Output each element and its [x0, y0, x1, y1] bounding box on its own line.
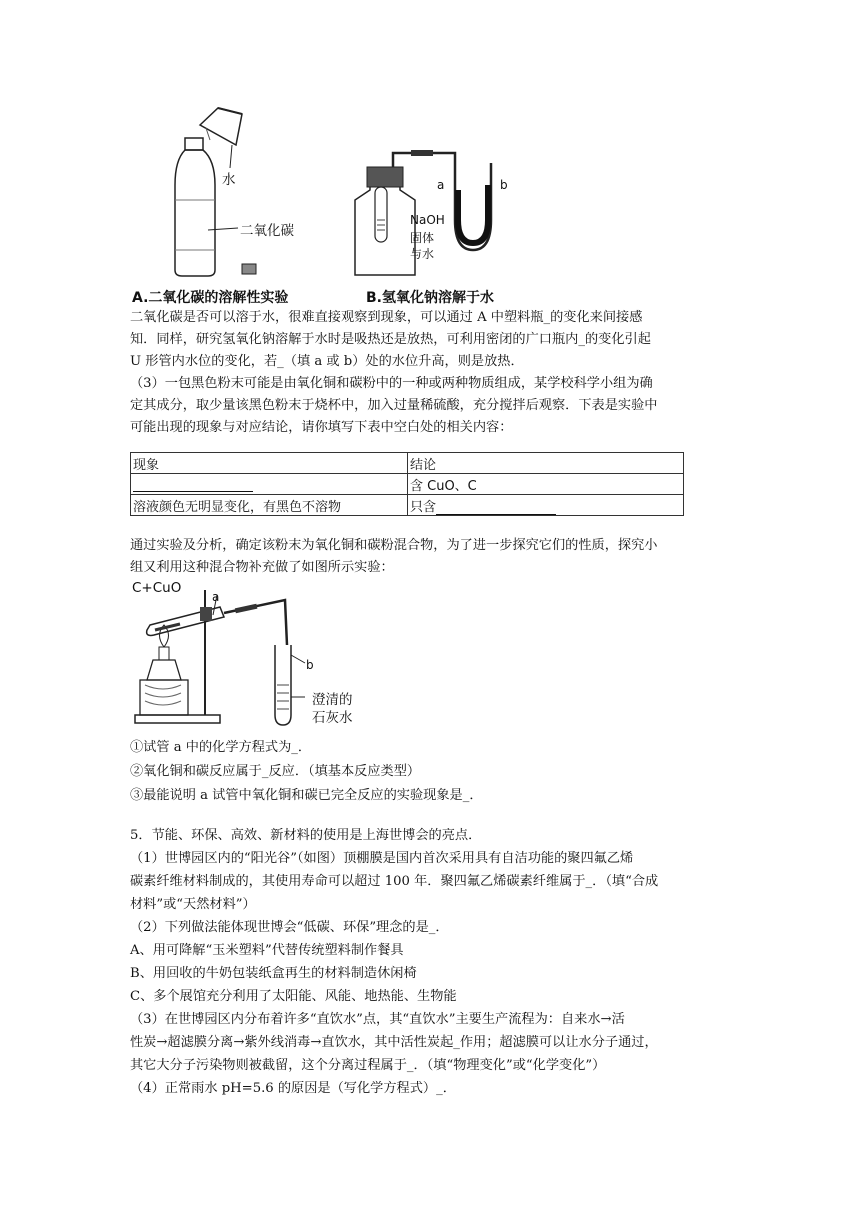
text-line-7: 通过实验及分析，确定该粉末为氧化铜和碳粉混合物，为了进一步探究它们的性质，探究小: [130, 538, 658, 553]
text-line-5: 定其成分，取少量该黑色粉末于烧杯中，加入过量稀硫酸，充分搅拌后观察．下表是实验中: [130, 398, 658, 413]
limewater-label-1: 澄清的: [312, 692, 353, 708]
problem-5-option-c: C、多个展馆充分利用了太阳能、风能、地热能、生物能: [130, 989, 457, 1004]
answer-blank[interactable]: [436, 502, 556, 515]
naoh-label-1: NaOH: [410, 213, 445, 227]
heating-apparatus: [125, 585, 395, 735]
figure-b-caption: B.氢氧化钠溶解于水: [366, 290, 494, 306]
table-cell-only: [408, 495, 684, 516]
text-line-6: 可能出现的现象与对应结论，请你填写下表中空白处的相关内容：: [130, 420, 513, 435]
problem-5-line-9: （3）在世博园区内分布着许多“直饮水”点，其“直饮水”主要生产流程为：自来水→活: [130, 1012, 625, 1027]
table-header-conclusion: 结论: [408, 453, 684, 474]
co2-label: 二氧化碳: [240, 223, 294, 239]
apparatus-top-label: C+CuO: [132, 580, 182, 596]
answer-blank[interactable]: [133, 479, 253, 492]
only-text: 只含: [410, 499, 437, 515]
text-line-8: 组又利用这种混合物补充做了如图所示实验：: [130, 560, 394, 575]
u-tube-a-label: a: [437, 178, 445, 192]
text-line-2: 知．同样，研究氢氧化钠溶解于水时是吸热还是放热，可利用密闭的广口瓶内_的变化引起: [130, 332, 651, 347]
problem-5-title: 5．节能、环保、高效、新材料的使用是上海世博会的亮点．: [130, 828, 482, 843]
figure-a-caption: A.二氧化碳的溶解性实验: [132, 290, 289, 306]
table-header-phenomenon: 现象: [131, 453, 408, 474]
problem-5-option-b: B、用回收的牛奶包装纸盒再生的材料制造休闲椅: [130, 966, 417, 981]
table-row: [131, 453, 684, 474]
table-row: [131, 495, 684, 516]
question-2: ②氧化铜和碳反应属于_反应．（填基本反应类型）: [130, 764, 421, 779]
problem-5-line-2: （1）世博园区内的“阳光谷”（如图）顶棚膜是国内首次采用具有自洁功能的聚四氟乙烯: [130, 851, 634, 866]
u-tube-b-label: b: [500, 178, 508, 192]
problem-5-line-11: 其它大分子污染物则被截留，这个分离过程属于_．（填“物理变化”或“化学变化”）: [130, 1058, 606, 1073]
naoh-label-3: 与水: [410, 247, 435, 261]
text-line-1: 二氧化碳是否可以溶于水，很难直接观察到现象，可以通过 A 中塑料瓶_的变化来间接感: [130, 310, 643, 325]
text-line-4: （3）一包黑色粉末可能是由氧化铜和碳粉中的一种或两种物质组成，某学校科学小组为确: [130, 376, 653, 391]
apparatus-a-label: a: [212, 590, 220, 604]
problem-5-line-10: 性炭→超滤膜分离→紫外线消毒→直饮水，其中活性炭起_作用；超滤膜可以让水分子通过，: [130, 1035, 658, 1050]
problem-5-line-4: 材料”或“天然材料”）: [130, 897, 256, 912]
question-1: ①试管 a 中的化学方程式为_．: [130, 740, 312, 755]
results-table: [130, 452, 684, 516]
text-line-3: U 形管内水位的变化，若_（填 a 或 b）处的水位升高，则是放热．: [130, 354, 524, 369]
problem-5-line-3: 碳素纤维材料制成的，其使用寿命可以超过 100 年．聚四氟乙烯碳素纤维属于_．（填“合成: [130, 874, 659, 889]
apparatus-b-label: b: [306, 658, 314, 672]
table-row: [131, 474, 684, 495]
question-3: ③最能说明 a 试管中氧化铜和碳已完全反应的实验现象是_．: [130, 788, 483, 803]
table-cell-phenomenon: 溶液颜色无明显变化，有黑色不溶物: [131, 495, 408, 516]
table-cell-cuo-c: 含 CuO、C: [408, 474, 684, 495]
water-label: 水: [222, 172, 236, 188]
table-cell-blank[interactable]: [131, 474, 408, 495]
problem-5-line-5: （2）下列做法能体现世博会“低碳、环保”理念的是_．: [130, 920, 449, 935]
problem-5-line-12: （4）正常雨水 pH=5.6 的原因是（写化学方程式）_．: [130, 1081, 456, 1096]
figure-a-bottle: [160, 100, 280, 280]
problem-5-option-a: A、用可降解“玉米塑料”代替传统塑料制作餐具: [130, 943, 404, 958]
limewater-label-2: 石灰水: [312, 710, 353, 726]
naoh-label-2: 固体: [410, 231, 435, 245]
